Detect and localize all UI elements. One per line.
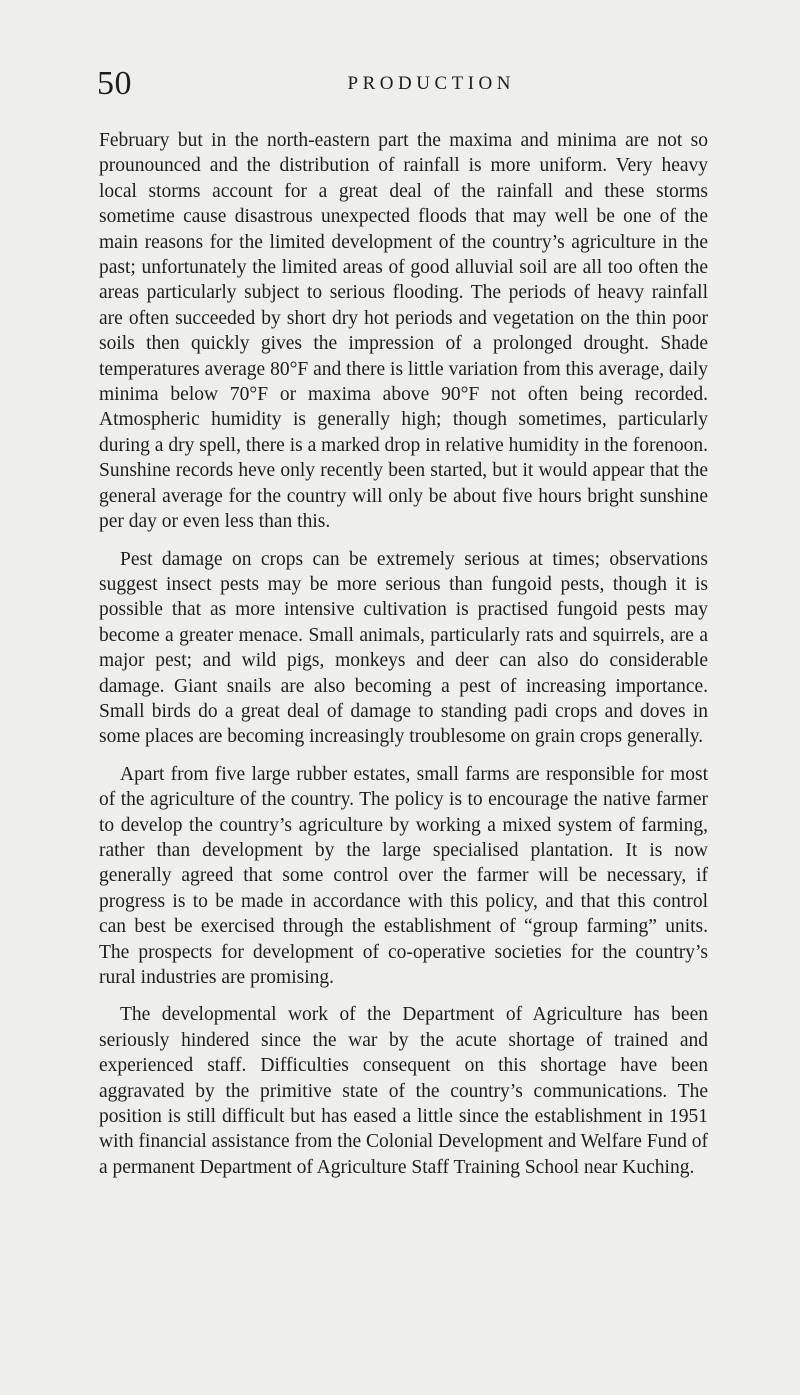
paragraph-pest-damage: Pest damage on crops can be extremely serious at times; observations suggest insect pests may be more serious than fungoid pests, though it is possible that as more intensive cultivation is practised fungoid pests may become a greater menace. Small animals, particularly rats and squirrels, are a major pest; and wild pigs, monkeys and deer can also do considerable damage. Giant snails are also becoming a pest of increasing importance. Small birds do a great deal of damage to standing padi crops and doves in some places are becoming increasingly troublesome on grain crops generally.: [99, 548, 708, 748]
running-title: PRODUCTION: [347, 73, 515, 94]
page-number: 50: [97, 65, 132, 102]
running-head: [97, 64, 515, 104]
paragraph-climate: February but in the north-eastern part the maxima and minima are not so prounounced and the distribution of rainfall is more uniform. Very heavy local storms account for a great deal of the rainfall and these storms sometime cause disastrous unexpected floods that may well be one of the main reasons for the limited development of the country’s agriculture in the past; unfortunately the limited areas of good alluvial soil are all too often the areas particularly subject to serious flooding. The periods of heavy rainfall are often succeeded by short dry hot periods and vegetation on the thin poor soils then quickly gives the impression of a prolonged drought. Shade temperatures average 80°F and there is little variation from this average, daily minima below 70°F or maxima above 90°F not often being recorded. Atmospheric humidity is generally high; though sometimes, particularly during a dry spell, there is a marked drop in relative humidity in the forenoon. Sunshine records heve only recently been started, but it would appear that the general average for the country will only be about five hours bright sunshine per day or even less than this.: [99, 130, 708, 533]
body-text: [99, 128, 708, 1180]
paragraph-farming-policy: Apart from five large rubber estates, small farms are responsible for most of the agriculture of the country. The policy is to encourage the native farmer to develop the country’s agriculture by working a mixed system of farming, rather than development by the large specialised plantation. It is now generally agreed that some control over the farmer will be necessary, if progress is to be made in accordance with this policy, and that this control can best be exercised through the establishment of “group farming” units. The prospects for development of co-operative societies for the country’s rural industries are promising.: [99, 763, 708, 988]
paragraph-department-staff: The developmental work of the Department of Agriculture has been seriously hindered since the war by the acute shortage of trained and experienced staff. Difficulties consequent on this shortage have been aggravated by the primitive state of the country’s communications. The position is still difficult but has eased a little since the establishment in 1951 with financial assistance from the Colonial Development and Welfare Fund of a permanent Department of Agriculture Staff Training School near Kuching.: [99, 1004, 708, 1178]
